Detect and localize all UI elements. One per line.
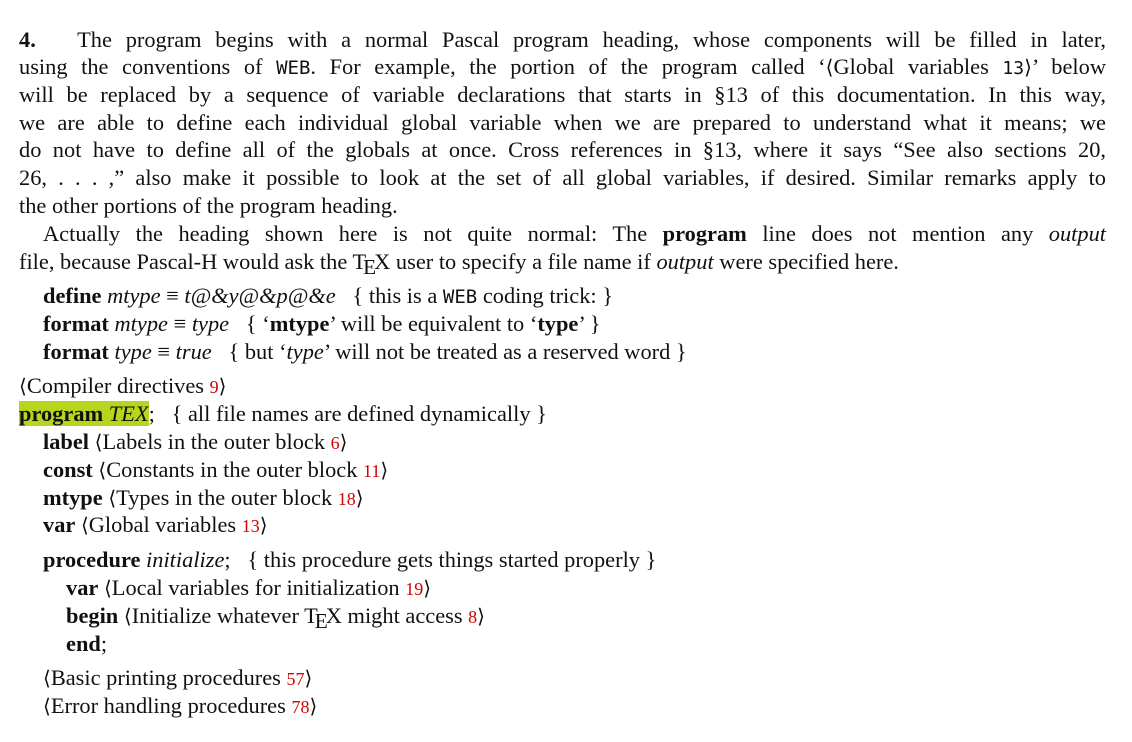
ref-6[interactable]: 6 xyxy=(330,433,340,453)
ref-57[interactable]: 57 xyxy=(286,669,305,689)
para1-line3: will be replaced by a sequence of variable declarations that starts in §13 of this documentation. In this way, xyxy=(19,82,1106,107)
format-line-1: format mtype ≡ type { ‘mtype’ will be equivalent to ‘type’ } xyxy=(43,311,601,336)
define-line: define mtype ≡ t@&y@&p@&e { this is a WEB coding trick: } xyxy=(43,283,613,308)
label-decl: label ⟨Labels in the outer block 6⟩ xyxy=(43,429,348,454)
format-line-2: format type ≡ true { but ‘type’ will not be treated as a reserved word } xyxy=(43,339,687,364)
para2-line2: file, because Pascal-H would ask the TEX user to specify a file name if output were specified here. xyxy=(19,249,899,279)
ref-18[interactable]: 18 xyxy=(337,489,356,509)
procedure-begin-line: begin ⟨Initialize whatever TEX might access 8⟩ xyxy=(66,603,485,633)
para1-line2: using the conventions of WEB. For example, the portion of the program called ‘⟨Global variables 13⟩’ below xyxy=(19,54,1106,79)
error-handling-line: ⟨Error handling procedures 78⟩ xyxy=(43,693,318,718)
section-ref: 13 xyxy=(1002,58,1025,79)
procedure-end-line: end; xyxy=(66,631,108,656)
para2-line1: Actually the heading shown here is not quite normal: The program line does not mention any output xyxy=(43,221,1106,246)
ref-13[interactable]: 13 xyxy=(241,516,260,536)
ref-19[interactable]: 19 xyxy=(405,579,424,599)
basic-printing-line: ⟨Basic printing procedures 57⟩ xyxy=(43,665,313,690)
ref-9[interactable]: 9 xyxy=(209,377,219,397)
compiler-directives-line: ⟨Compiler directives 9⟩ xyxy=(19,373,227,398)
para1-line1: 4. The program begins with a normal Pascal program heading, whose components will be filled in later, xyxy=(19,27,1106,52)
var-decl: var ⟨Global variables 13⟩ xyxy=(43,512,268,537)
para1-line5: do not have to define all of the globals at once. Cross references in §13, where it says “See also sections 20, xyxy=(19,137,1106,162)
const-decl: const ⟨Constants in the outer block 11⟩ xyxy=(43,457,389,482)
mtype-decl: mtype ⟨Types in the outer block 18⟩ xyxy=(43,485,364,510)
ref-78[interactable]: 78 xyxy=(291,697,310,717)
procedure-var-line: var ⟨Local variables for initialization 19⟩ xyxy=(66,575,432,600)
section-number: 4. xyxy=(19,27,36,52)
web-word: WEB xyxy=(276,57,311,79)
para1-line6: 26, . . . ,” also make it possible to look at the set of all global variables, if desired. Similar remarks apply to xyxy=(19,165,1106,190)
para1-line7: the other portions of the program heading. xyxy=(19,193,398,218)
program-line: program TEX; { all file names are defined dynamically } xyxy=(19,401,547,426)
ref-8[interactable]: 8 xyxy=(468,607,478,627)
para1-line4: we are able to define each individual global variable when we are prepared to understand what it means; we xyxy=(19,110,1106,135)
ref-11[interactable]: 11 xyxy=(363,461,381,481)
procedure-line: procedure initialize; { this procedure gets things started properly } xyxy=(43,547,657,572)
program-highlight: program TEX xyxy=(19,401,149,426)
